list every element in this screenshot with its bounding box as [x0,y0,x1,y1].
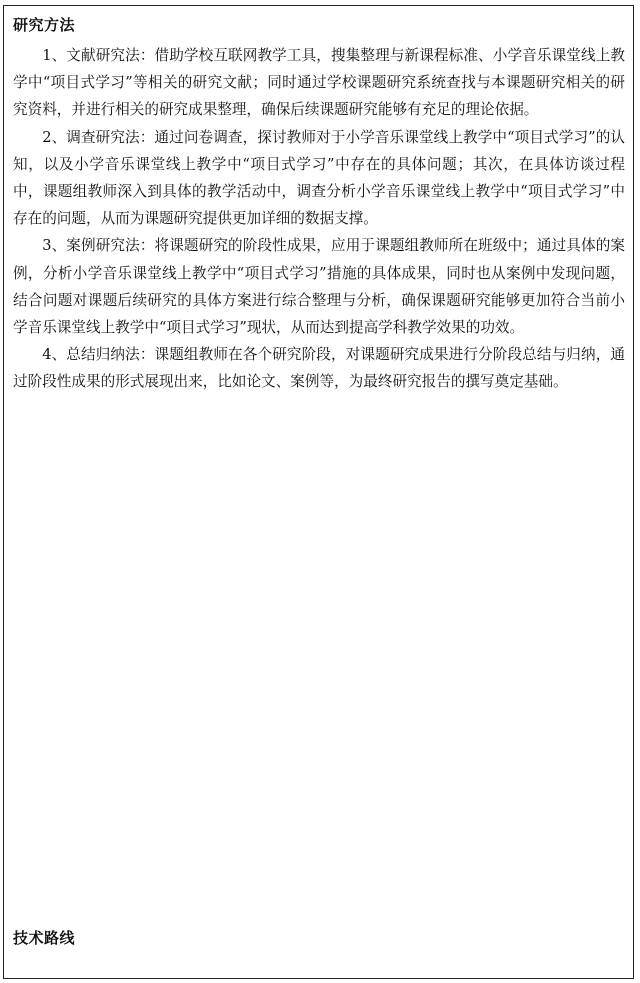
paragraph-summary-method: 4、总结归纳法：课题组教师在各个研究阶段，对课题研究成果进行分阶段总结与归纳，通过阶段性成果的形式展现出来，比如论文、案例等，为最终研究报告的撰写奠定基础。 [13,346,625,391]
research-methods-body [13,42,625,396]
document-table-cell [3,5,634,979]
section-title-technical-route: 技术路线 [13,929,76,947]
paragraph-survey-method: 2、调查研究法：通过问卷调查，探讨教师对于小学音乐课堂线上教学中“项目式学习”的认知，以及小学音乐课堂线上教学中“项目式学习”中存在的具体问题；其次，在具体访谈过程中，课题组教师深入到具体的教学活动中，调查分析小学音乐课堂线上教学中“项目式学习”中存在的问题，从而为课题研究提供更加详细的数据支撑。 [13,128,625,228]
paragraph-literature-method: 1、文献研究法：借助学校互联网教学工具，搜集整理与新课程标准、小学音乐课堂线上教学中“项目式学习”等相关的研究文献；同时通过学校课题研究系统查找与本课题研究相关的研究资料，并进行相关的研究成果整理，确保后续课题研究能够有充足的理论依据。 [13,47,625,119]
section-title-research-methods: 研究方法 [13,16,76,34]
paragraph-case-method: 3、案例研究法：将课题研究的阶段性成果，应用于课题组教师所在班级中；通过具体的案例，分析小学音乐课堂线上教学中“项目式学习”措施的具体成果，同时也从案例中发现问题，结合问题对课题后续研究的具体方案进行综合整理与分析，确保课题研究能够更加符合当前小学音乐课堂线上教学中“项目式学习”现状，从而达到提高学科教学效果的功效。 [13,237,625,337]
